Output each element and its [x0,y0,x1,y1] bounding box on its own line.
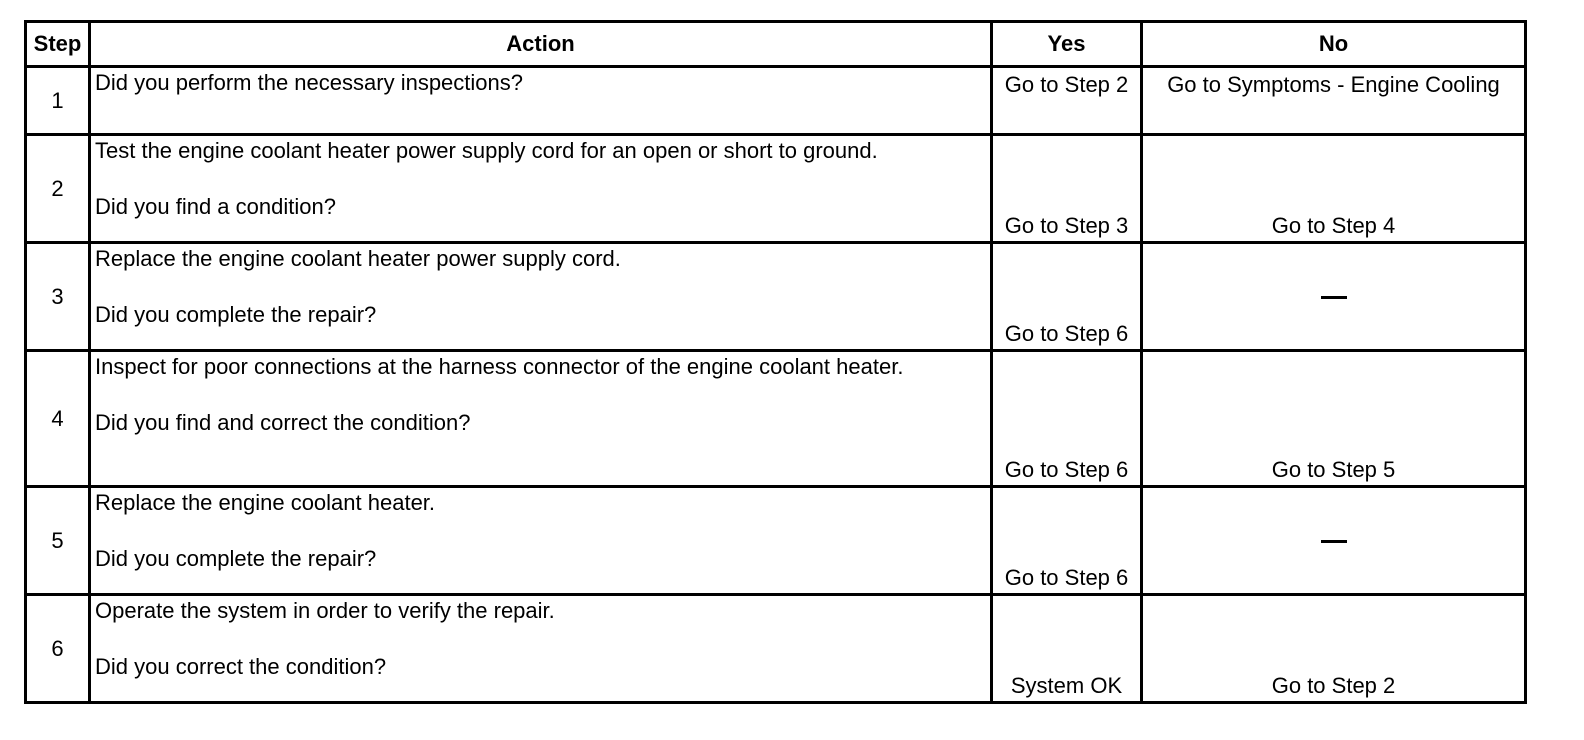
action-text: Inspect for poor connections at the harness connector of the engine coolant heater. [95,354,904,379]
yes-cell: Go to Step 6 [992,351,1142,487]
action-text: Replace the engine coolant heater power supply cord. [95,246,621,271]
step-number: 1 [26,67,90,135]
yes-cell: Go to Step 6 [992,243,1142,351]
yes-cell: Go to Step 6 [992,487,1142,595]
action-text: Replace the engine coolant heater. [95,490,436,515]
yes-cell: System OK [992,595,1142,703]
table-row [26,243,1526,351]
header-no: No [1142,22,1526,67]
action-text: Operate the system in order to verify the repair. [95,598,555,623]
table-row [26,135,1526,243]
table-header-row [26,22,1526,67]
action-cell [90,243,992,351]
step-number: 3 [26,243,90,351]
no-cell: Go to Symptoms - Engine Cooling [1142,67,1526,135]
no-cell [1142,243,1526,351]
action-cell [90,351,992,487]
yes-cell: Go to Step 3 [992,135,1142,243]
header-yes: Yes [992,22,1142,67]
action-text: Did you perform the necessary inspections? [95,70,523,95]
no-cell: Go to Step 2 [1142,595,1526,703]
dash-mark [1321,296,1347,299]
step-number: 6 [26,595,90,703]
action-question: Did you correct the condition? [95,654,387,679]
table-row [26,351,1526,487]
dash-mark [1321,540,1347,543]
action-cell [90,67,992,135]
table-row [26,487,1526,595]
action-text: Test the engine coolant heater power supply cord for an open or short to ground. [95,138,878,163]
table-row [26,595,1526,703]
action-cell [90,595,992,703]
header-step: Step [26,22,90,67]
action-question: Did you complete the repair? [95,302,377,327]
table-row [26,67,1526,135]
no-cell [1142,487,1526,595]
no-cell: Go to Step 5 [1142,351,1526,487]
step-number: 2 [26,135,90,243]
no-cell: Go to Step 4 [1142,135,1526,243]
step-number: 4 [26,351,90,487]
yes-cell: Go to Step 2 [992,67,1142,135]
header-action: Action [90,22,992,67]
action-question: Did you find and correct the condition? [95,410,471,435]
action-cell [90,487,992,595]
action-cell [90,135,992,243]
action-question: Did you complete the repair? [95,546,377,571]
step-number: 5 [26,487,90,595]
action-question: Did you find a condition? [95,194,336,219]
diagnostic-table [24,20,1527,704]
